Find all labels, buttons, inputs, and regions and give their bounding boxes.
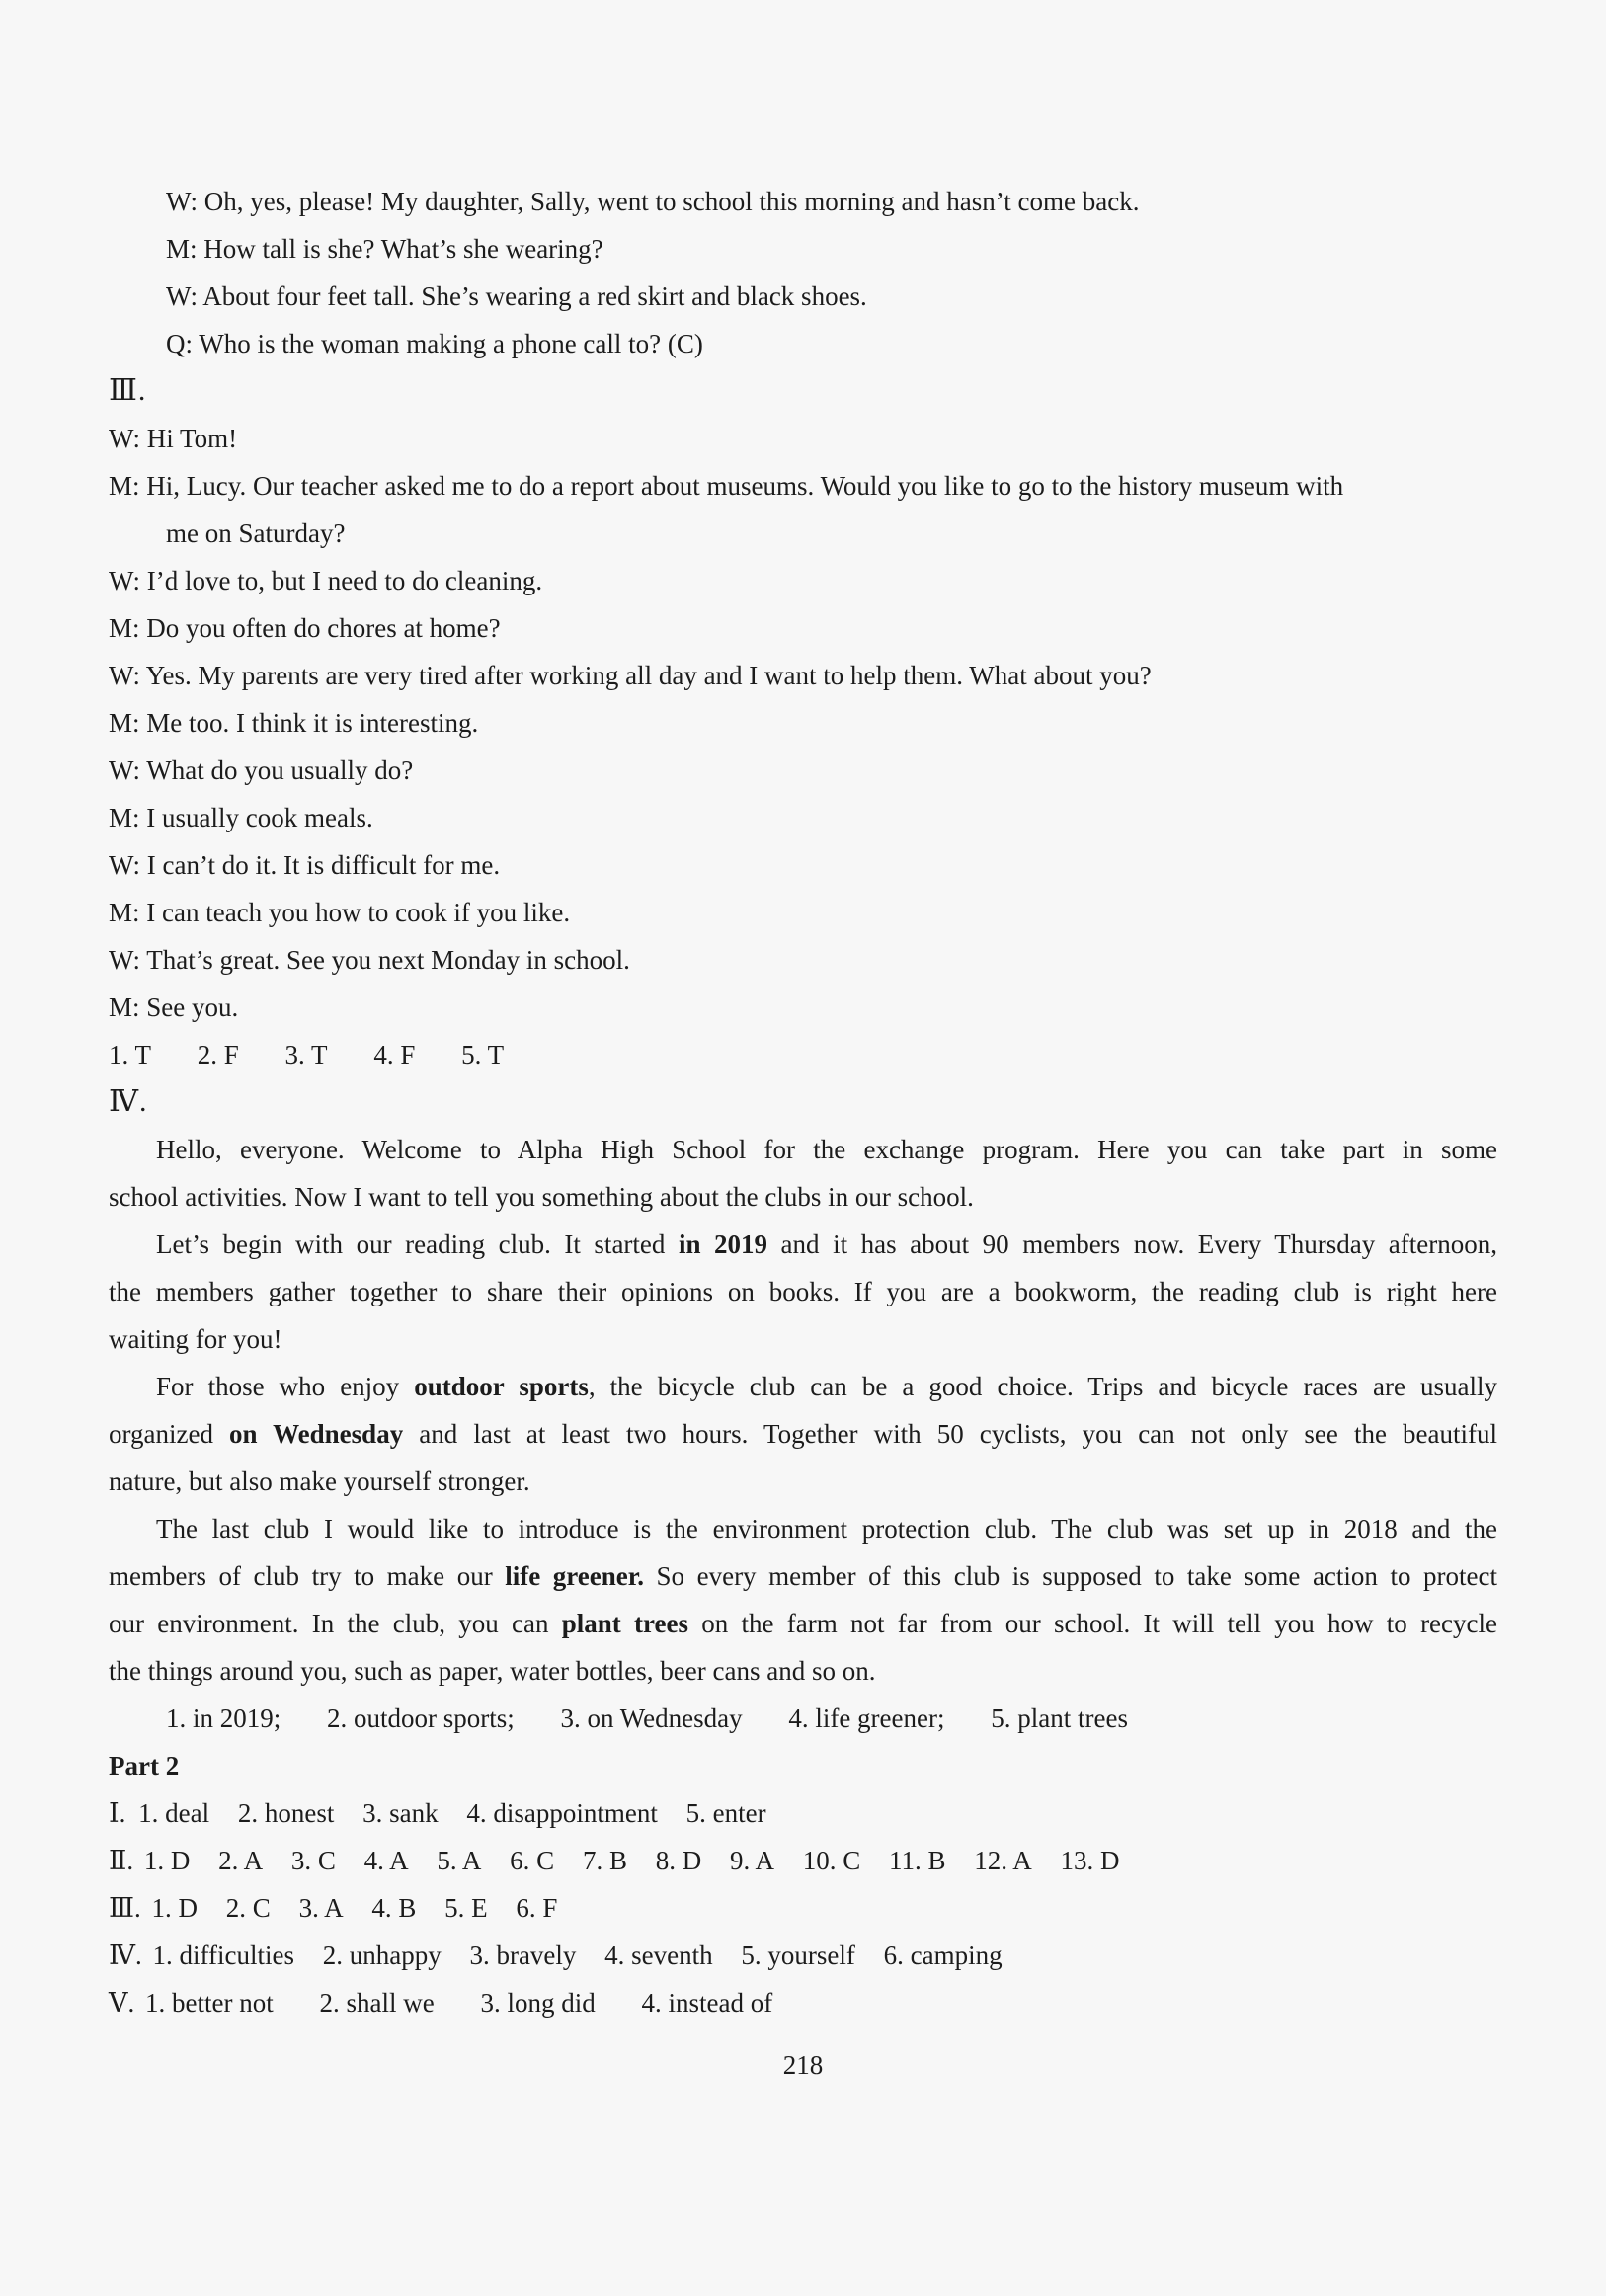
answer-item: 9. A <box>729 1846 774 1875</box>
answer-item: 1. in 2019; <box>166 1703 281 1733</box>
answer-item: 1. D <box>151 1893 199 1923</box>
dialog-line: W: I’d love to, but I need to do cleaning. <box>109 566 543 595</box>
row-label: Ⅰ. <box>109 1798 126 1828</box>
answer-item: 2. shall we <box>319 1988 435 2018</box>
answer-item: 6. camping <box>883 1940 1003 1970</box>
passage-line: nature, but also make yourself stronger. <box>109 1466 530 1496</box>
answer-item: 5. yourself <box>741 1940 855 1970</box>
passage-line: members of club try to make our life greener. So every member of this club is supposed to take some action to protect <box>109 1561 1497 1591</box>
passage-line: For those who enjoy outdoor sports, the bicycle club can be a good choice. Trips and bicycle races are usually <box>156 1372 1498 1401</box>
dialog-line: M: See you. <box>109 992 239 1022</box>
dialog-line: M: I can teach you how to cook if you like. <box>109 898 571 927</box>
passage-line: The last club I would like to introduce is the environment protection club. The club was set up in 2018 and the <box>156 1514 1497 1544</box>
answer-row-section3 <box>109 1031 1497 1078</box>
answer-row-part2-3 <box>109 1884 1497 1932</box>
answer-item: 11. B <box>888 1846 946 1875</box>
answer-item: 4. F <box>373 1040 416 1069</box>
dialog-line: M: Hi, Lucy. Our teacher asked me to do a report about museums. Would you like to go to the history museum with <box>109 471 1344 501</box>
answer-item: 1. difficulties <box>152 1940 294 1970</box>
passage-line: Let’s begin with our reading club. It started in 2019 and it has about 90 members now. Every Thursday afternoon, <box>156 1229 1497 1259</box>
passage-line: the things around you, such as paper, water bottles, beer cans and so on. <box>109 1656 876 1686</box>
dialog-line: M: How tall is she? What’s she wearing? <box>166 234 603 264</box>
dialog-line: W: What do you usually do? <box>109 755 414 785</box>
answer-item: 3. T <box>284 1040 328 1069</box>
answer-item: 1. D <box>143 1846 191 1875</box>
section-heading-3: Ⅲ. <box>109 374 147 407</box>
dialog-line: W: That’s great. See you next Monday in school. <box>109 945 630 975</box>
key-answer: plant trees <box>561 1609 688 1638</box>
section-heading-4: Ⅳ. <box>109 1085 148 1118</box>
answer-item: 10. C <box>802 1846 861 1875</box>
answer-item: 8. D <box>655 1846 702 1875</box>
answer-item: 5. plant trees <box>991 1703 1128 1733</box>
answer-item: 5. A <box>437 1846 482 1875</box>
answer-item: 3. long did <box>480 1988 596 2018</box>
part-title: Part 2 <box>109 1751 180 1781</box>
dialog-line: M: Me too. I think it is interesting. <box>109 708 479 738</box>
answer-item: 6. F <box>516 1893 558 1923</box>
answer-item: 1. better not <box>145 1988 274 2018</box>
answer-item: 2. unhappy <box>322 1940 442 1970</box>
page-number: 218 <box>782 2050 824 2080</box>
passage-line: Hello, everyone. Welcome to Alpha High School for the exchange program. Here you can take part in some <box>156 1135 1497 1164</box>
dialog-line: W: About four feet tall. She’s wearing a red skirt and black shoes. <box>166 281 867 311</box>
dialog-line: M: Do you often do chores at home? <box>109 613 501 643</box>
answer-row-part2-1 <box>109 1789 1497 1837</box>
key-answer: in 2019 <box>678 1229 768 1259</box>
passage-line: waiting for you! <box>109 1324 282 1354</box>
answer-item: 12. A <box>974 1846 1032 1875</box>
answer-item: 3. A <box>298 1893 344 1923</box>
answer-item: 4. A <box>363 1846 409 1875</box>
answer-item: 4. seventh <box>604 1940 713 1970</box>
answer-row-part2-4 <box>109 1932 1497 1979</box>
answer-item: 3. C <box>290 1846 336 1875</box>
answer-item: 3. sank <box>362 1798 439 1828</box>
dialog-line: W: Yes. My parents are very tired after working all day and I want to help them. What about you? <box>109 661 1152 690</box>
dialog-line: M: I usually cook meals. <box>109 803 373 832</box>
row-label: Ⅴ. <box>109 1988 135 2018</box>
answer-item: 5. T <box>461 1040 505 1069</box>
row-label: Ⅱ. <box>109 1846 134 1875</box>
answer-row-section4 <box>166 1695 1497 1742</box>
answer-item: 5. E <box>444 1893 488 1923</box>
answer-item: 4. life greener; <box>788 1703 945 1733</box>
passage-line: the members gather together to share their opinions on books. If you are a bookworm, the reading club is right here <box>109 1277 1497 1306</box>
dialog-line: W: I can’t do it. It is difficult for me. <box>109 850 501 880</box>
key-answer: outdoor sports <box>414 1372 589 1401</box>
answer-item: 6. C <box>510 1846 555 1875</box>
answer-item: 2. A <box>218 1846 264 1875</box>
row-label: Ⅲ. <box>109 1893 141 1923</box>
row-label: Ⅳ. <box>109 1940 142 1970</box>
answer-item: 4. disappointment <box>466 1798 658 1828</box>
answer-item: 1. deal <box>138 1798 210 1828</box>
dialog-line: Q: Who is the woman making a phone call to? (C) <box>166 329 703 358</box>
answer-item: 2. outdoor sports; <box>327 1703 515 1733</box>
answer-item: 1. T <box>109 1040 152 1069</box>
answer-item: 4. B <box>371 1893 417 1923</box>
answer-item: 3. on Wednesday <box>560 1703 743 1733</box>
key-answer: life greener. <box>505 1561 644 1591</box>
answer-item: 2. honest <box>237 1798 335 1828</box>
passage-line: our environment. In the club, you can plant trees on the farm not far from our school. It will tell you how to recycle <box>109 1609 1497 1638</box>
answer-item: 5. enter <box>685 1798 766 1828</box>
passage-line: organized on Wednesday and last at least two hours. Together with 50 cyclists, you can not only see the beautiful <box>109 1419 1498 1449</box>
answer-row-part2-5 <box>109 1979 1497 2026</box>
passage-line: school activities. Now I want to tell you something about the clubs in our school. <box>109 1182 974 1212</box>
answer-item: 2. C <box>225 1893 271 1923</box>
dialog-line: W: Hi Tom! <box>109 424 238 453</box>
key-answer: on Wednesday <box>229 1419 404 1449</box>
answer-row-part2-2 <box>109 1837 1497 1884</box>
answer-item: 2. F <box>197 1040 239 1069</box>
answer-item: 13. D <box>1060 1846 1120 1875</box>
answer-item: 3. bravely <box>469 1940 577 1970</box>
dialog-line: W: Oh, yes, please! My daughter, Sally, went to school this morning and hasn’t come back. <box>166 187 1140 216</box>
answer-item: 7. B <box>582 1846 627 1875</box>
answer-item: 4. instead of <box>641 1988 773 2018</box>
dialog-line: me on Saturday? <box>166 518 346 548</box>
